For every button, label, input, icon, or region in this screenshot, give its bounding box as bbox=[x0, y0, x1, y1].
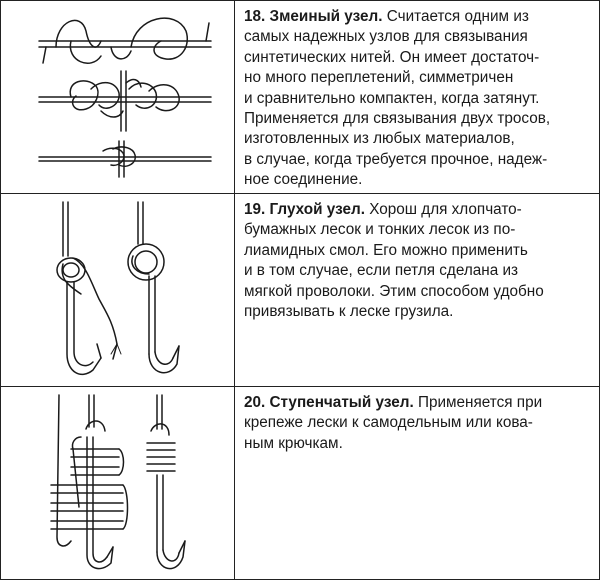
knot-text-line: и в том случае, если петля сделана из bbox=[244, 262, 519, 280]
knot-text-line: привязывать к леске грузила. bbox=[244, 303, 454, 321]
knot-text-line: лиамидных смол. Его можно применить bbox=[244, 241, 528, 259]
knot-title: 19. Глухой узел. bbox=[244, 201, 365, 218]
knot-text-line: самых надежных узлов для связывания bbox=[244, 28, 528, 46]
knot-row-19 bbox=[1, 194, 599, 387]
knot-text-line: Применяется при bbox=[417, 394, 543, 411]
step-knot-hook-illustration bbox=[1, 387, 235, 579]
knot-description-20 bbox=[244, 393, 594, 454]
knot-text-line: бумажных лесок и тонких лесок из по- bbox=[244, 221, 516, 239]
knot-text-line: ное соединение. bbox=[244, 171, 363, 189]
knot-text-line: крепеже лески к самодельным или кова- bbox=[244, 414, 533, 432]
knot-text-line: мягкой проволоки. Этим способом удобно bbox=[244, 282, 544, 300]
knot-text-line: в случае, когда требуется прочное, надеж- bbox=[244, 150, 548, 168]
blind-knot-hook-illustration bbox=[1, 194, 235, 386]
knot-text-line: синтетических нитей. Он имеет достаточ- bbox=[244, 48, 540, 66]
knot-text-line: Применяется для связывания двух тросов, bbox=[244, 110, 551, 128]
knot-description-19 bbox=[244, 200, 594, 322]
knot-title: 18. Змеиный узел. bbox=[244, 8, 383, 25]
knot-row-18 bbox=[1, 1, 599, 194]
knot-description-18 bbox=[244, 7, 594, 191]
snake-knot-illustration bbox=[1, 1, 235, 193]
knot-text-line: и сравнительно компактен, когда затянут. bbox=[244, 89, 540, 107]
knot-text-line: Считается одним из bbox=[386, 8, 529, 25]
knot-text-line: ным крючкам. bbox=[244, 434, 343, 452]
knot-text-line: изготовленных из любых материалов, bbox=[244, 130, 515, 148]
knot-title: 20. Ступенчатый узел. bbox=[244, 394, 414, 411]
knot-text-line: Хорош для хлопчато- bbox=[369, 201, 522, 218]
knot-row-20 bbox=[1, 387, 599, 579]
knot-text-line: но много переплетений, симметричен bbox=[244, 69, 514, 87]
